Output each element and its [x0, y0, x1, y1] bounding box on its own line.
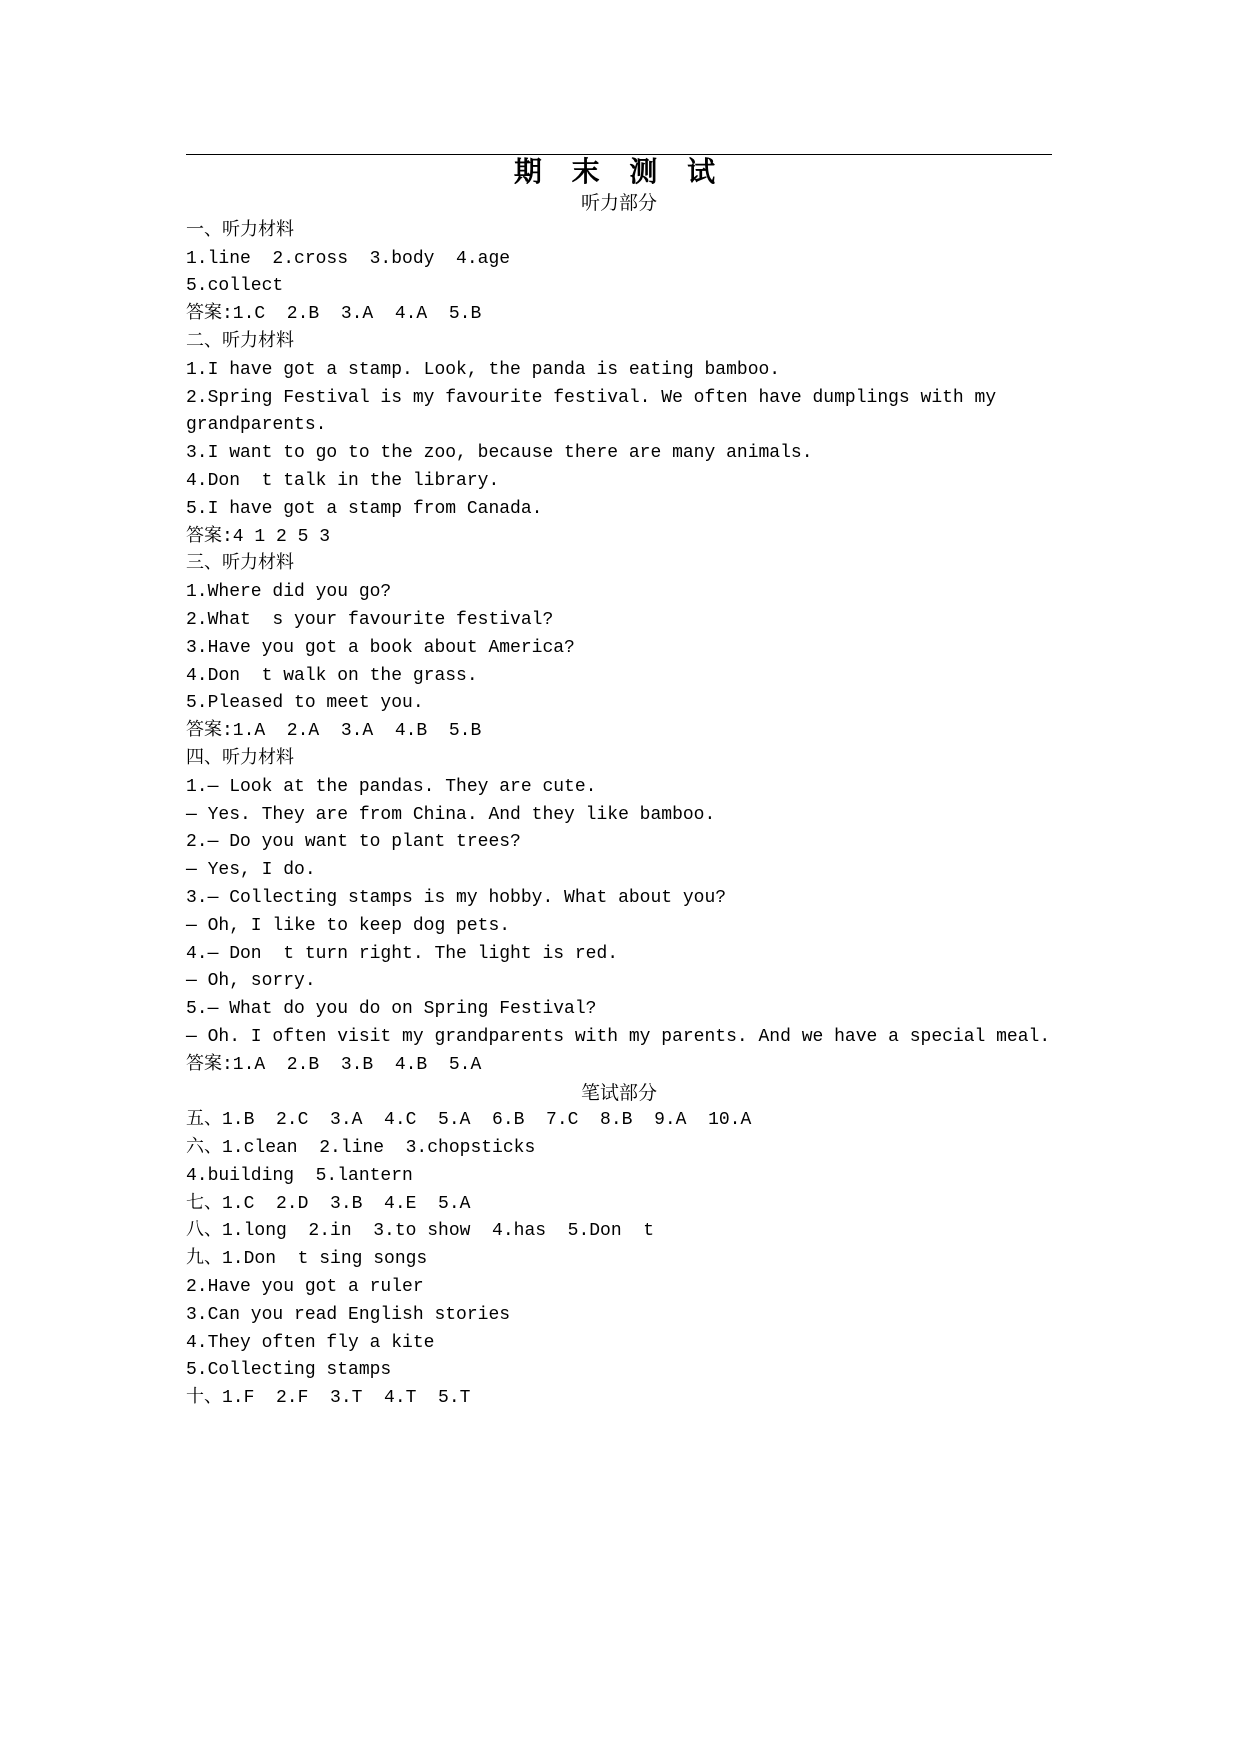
text-line: grandparents. [186, 415, 327, 436]
text-line: 5.Pleased to meet you. [186, 693, 424, 714]
text-line: 4.building 5.lantern [186, 1165, 413, 1186]
text-line: 2.What s your favourite festival? [186, 609, 554, 630]
text-line: — Yes. They are from China. And they like bamboo. [186, 804, 716, 825]
text-line: — Yes, I do. [186, 860, 316, 881]
text-line: — Oh, sorry. [186, 971, 316, 992]
text-line: 4.— Don t turn right. The light is red. [186, 943, 619, 964]
text-line: 1.I have got a stamp. Look, the panda is eating bamboo. [186, 359, 781, 380]
section-heading: 听力部分 [580, 192, 657, 214]
document-title: 期 末 测 试 [513, 155, 726, 188]
section-heading: 笔试部分 [580, 1081, 657, 1104]
text-line: 七、1.C 2.D 3.B 4.E 5.A [186, 1193, 471, 1214]
text-line: 九、1.Don t sing songs [186, 1249, 428, 1270]
text-line: 答案:1.A 2.B 3.B 4.B 5.A [186, 1054, 482, 1075]
text-line: 2.— Do you want to plant trees? [186, 832, 521, 853]
text-line: 答案:1.C 2.B 3.A 4.A 5.B [186, 304, 482, 325]
text-line: 5.collect [186, 276, 284, 297]
document-body [186, 190, 1066, 1413]
text-line: 2.Have you got a ruler [186, 1277, 424, 1298]
text-line: 八、1.long 2.in 3.to show 4.has 5.Don t [186, 1221, 655, 1242]
text-line: 4.They often fly a kite [186, 1332, 435, 1353]
text-line: 二、听力材料 [186, 331, 294, 352]
text-line: 4.Don t talk in the library. [186, 470, 500, 491]
text-line: 5.Collecting stamps [186, 1360, 392, 1381]
text-line: 一、听力材料 [186, 220, 294, 241]
text-line: — Oh. I often visit my grandparents with my parents. And we have a special meal. [186, 1026, 1051, 1047]
text-line: 四、听力材料 [186, 748, 294, 769]
text-line: 4.Don t walk on the grass. [186, 665, 478, 686]
text-line: 六、1.clean 2.line 3.chopsticks [186, 1138, 536, 1159]
text-line: 3.Have you got a book about America? [186, 637, 575, 658]
text-line: 3.— Collecting stamps is my hobby. What about you? [186, 887, 727, 908]
text-line: 3.Can you read English stories [186, 1304, 511, 1325]
text-line: 1.— Look at the pandas. They are cute. [186, 776, 597, 797]
text-line: 答案:4 1 2 5 3 [186, 526, 331, 547]
text-line: 3.I want to go to the zoo, because there are many animals. [186, 443, 813, 464]
text-line: 5.I have got a stamp from Canada. [186, 498, 543, 519]
text-line: 1.line 2.cross 3.body 4.age [186, 248, 511, 269]
text-line: 5.— What do you do on Spring Festival? [186, 999, 597, 1020]
text-line: 答案:1.A 2.A 3.A 4.B 5.B [186, 721, 482, 742]
text-line: 十、1.F 2.F 3.T 4.T 5.T [186, 1388, 471, 1409]
text-line: 2.Spring Festival is my favourite festival. We often have dumplings with my [186, 387, 997, 408]
text-line: 三、听力材料 [186, 554, 294, 575]
text-line: — Oh, I like to keep dog pets. [186, 915, 511, 936]
text-line: 五、1.B 2.C 3.A 4.C 5.A 6.B 7.C 8.B 9.A 10.A [186, 1110, 752, 1131]
text-line: 1.Where did you go? [186, 582, 392, 603]
